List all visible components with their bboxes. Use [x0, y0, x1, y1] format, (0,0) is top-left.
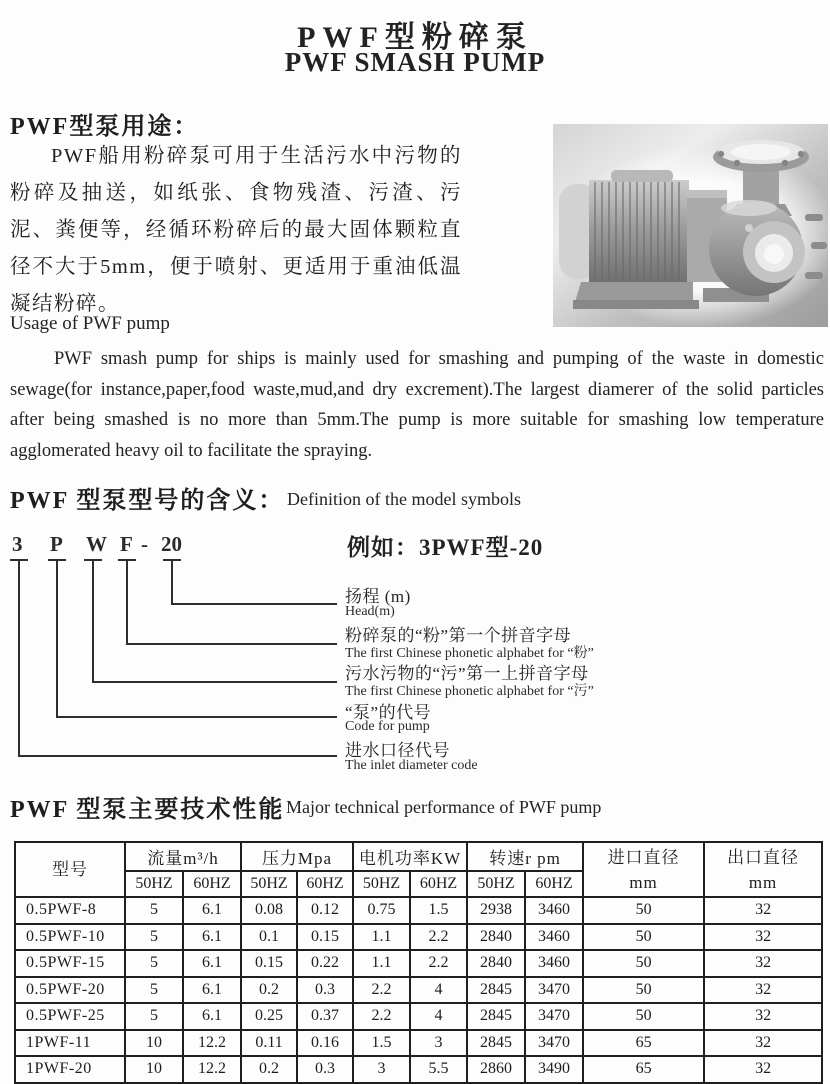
diagram-label-head-en: Head(m) — [345, 604, 395, 619]
cell-value: 0.22 — [297, 950, 353, 977]
model-code-char: W — [86, 532, 107, 556]
performance-heading-en: Major technical performance of PWF pump — [286, 797, 602, 817]
cell-value: 50 — [583, 924, 704, 951]
table-row — [15, 924, 822, 951]
cell-value: 3470 — [525, 1003, 583, 1030]
diagram-label-inlet-zh: 进水口径代号 — [345, 741, 450, 760]
usage-heading-en: Usage of PWF pump — [10, 313, 170, 334]
freq-header-50hz: 50HZ — [125, 871, 183, 897]
cell-value: 4 — [410, 1003, 467, 1030]
cell-value: 6.1 — [183, 977, 241, 1004]
cell-value: 65 — [583, 1056, 704, 1083]
col-group-power: 电机功率KW — [353, 842, 467, 871]
cell-value: 32 — [704, 977, 822, 1004]
cell-value: 3 — [410, 1030, 467, 1057]
freq-header-60hz: 60HZ — [410, 871, 467, 897]
cell-value: 50 — [583, 977, 704, 1004]
page-title: PWF型粉碎泵 — [297, 21, 533, 54]
cell-model: 0.5PWF-10 — [15, 924, 125, 951]
cell-value: 0.08 — [241, 897, 297, 924]
cell-value: 3460 — [525, 950, 583, 977]
diagram-label-head-zh: 扬程 (m) — [345, 587, 411, 606]
cell-value: 50 — [583, 1003, 704, 1030]
cell-value: 0.2 — [241, 977, 297, 1004]
cell-value: 3460 — [525, 897, 583, 924]
model-code-char: 3 — [12, 532, 23, 556]
model-code-char: - — [141, 532, 148, 556]
model-symbol-diagram — [0, 528, 830, 786]
table-row — [15, 1003, 822, 1030]
cell-value: 12.2 — [183, 1056, 241, 1083]
outlet-header-unit: mm — [748, 872, 778, 892]
cell-value: 2845 — [467, 1003, 525, 1030]
cell-value: 2845 — [467, 977, 525, 1004]
model-code-char: 20 — [161, 532, 182, 556]
cell-value: 10 — [125, 1030, 183, 1057]
col-group-pressure: 压力Mpa — [241, 842, 353, 871]
cell-value: 2.2 — [410, 924, 467, 951]
table-row — [15, 897, 822, 924]
cell-model: 0.5PWF-15 — [15, 950, 125, 977]
cell-value: 6.1 — [183, 924, 241, 951]
cell-value: 10 — [125, 1056, 183, 1083]
col-group-speed: 转速r pm — [467, 842, 583, 871]
diagram-label-inlet-en: The inlet diameter code — [345, 758, 478, 773]
cell-value: 1.5 — [410, 897, 467, 924]
cell-value: 2.2 — [410, 950, 467, 977]
cell-value: 0.11 — [241, 1030, 297, 1057]
col-header-model: 型号 — [15, 842, 125, 897]
cell-value: 5 — [125, 950, 183, 977]
cell-value: 5 — [125, 1003, 183, 1030]
cell-value: 5 — [125, 977, 183, 1004]
cell-model: 1PWF-11 — [15, 1030, 125, 1057]
cell-value: 32 — [704, 1003, 822, 1030]
table-row — [15, 950, 822, 977]
model-heading-zh: PWF 型泵型号的含义： — [10, 488, 285, 514]
cell-value: 2840 — [467, 950, 525, 977]
cell-value: 32 — [704, 897, 822, 924]
cell-value: 0.3 — [297, 977, 353, 1004]
cell-value: 32 — [704, 1056, 822, 1083]
freq-header-50hz: 50HZ — [353, 871, 410, 897]
model-code-char: P — [50, 532, 63, 556]
cell-value: 32 — [704, 1030, 822, 1057]
cell-value: 3 — [353, 1056, 410, 1083]
freq-header-50hz: 50HZ — [467, 871, 525, 897]
usage-heading-zh: PWF型泵用途： — [10, 114, 200, 140]
cell-value: 1.1 — [353, 924, 410, 951]
cell-model: 0.5PWF-25 — [15, 1003, 125, 1030]
cell-value: 0.15 — [241, 950, 297, 977]
cell-value: 0.16 — [297, 1030, 353, 1057]
pump-photo-illustration — [553, 124, 828, 327]
usage-paragraph-zh: PWF船用粉碎泵可用于生活污水中污物的粉碎及抽送，如纸张、食物残渣、污渣、污泥、粪便等，经循环粉碎后的最大固体颗粒直径不大于5mm，便于喷射、更适用于重油低温凝结粉碎。 — [10, 145, 462, 315]
cell-model: 0.5PWF-20 — [15, 977, 125, 1004]
model-code-char: F — [120, 532, 133, 556]
diagram-label-fen-en: The first Chinese phonetic alphabet for “粉” — [345, 646, 594, 661]
diagram-label-wu-en: The first Chinese phonetic alphabet for “污” — [345, 684, 594, 699]
freq-header-60hz: 60HZ — [183, 871, 241, 897]
table-row — [15, 1030, 822, 1057]
outlet-header-title: 出口直径 — [727, 847, 800, 867]
diagram-label-pump-zh: “泵”的代号 — [345, 703, 432, 722]
cell-value: 5.5 — [410, 1056, 467, 1083]
cell-value: 0.1 — [241, 924, 297, 951]
cell-value: 65 — [583, 1030, 704, 1057]
cell-value: 0.37 — [297, 1003, 353, 1030]
cell-value: 1.1 — [353, 950, 410, 977]
diagram-label-fen-zh: 粉碎泵的“粉”第一个拼音字母 — [345, 626, 572, 645]
usage-paragraph-en: PWF smash pump for ships is mainly used for smashing and pumping of the waste in domestic sewage(for instance,paper,food waste,mud,and dry excrement).The largest diamerer of the solid particles after being smashed is no more than 5mm.The pump is more suitable for smashing low temperature agglomerated heavy oil to facilitate the spraying. — [10, 349, 824, 461]
cell-model: 0.5PWF-8 — [15, 897, 125, 924]
cell-value: 2840 — [467, 924, 525, 951]
col-header-outlet — [704, 842, 822, 897]
pump-photo — [553, 124, 828, 327]
cell-value: 32 — [704, 950, 822, 977]
cell-value: 32 — [704, 924, 822, 951]
table-row — [15, 977, 822, 1004]
cell-value: 5 — [125, 897, 183, 924]
cell-value: 0.12 — [297, 897, 353, 924]
performance-table — [14, 841, 823, 1084]
performance-heading-zh: PWF 型泵主要技术性能 — [10, 797, 285, 823]
freq-header-60hz: 60HZ — [525, 871, 583, 897]
col-group-flow: 流量m³/h — [125, 842, 241, 871]
cell-value: 4 — [410, 977, 467, 1004]
cell-value: 6.1 — [183, 950, 241, 977]
cell-value: 2.2 — [353, 977, 410, 1004]
cell-value: 6.1 — [183, 1003, 241, 1030]
cell-value: 50 — [583, 897, 704, 924]
cell-value: 0.3 — [297, 1056, 353, 1083]
freq-header-50hz: 50HZ — [241, 871, 297, 897]
model-heading-en: Definition of the model symbols — [287, 489, 521, 509]
inlet-header-title: 进口直径 — [607, 847, 680, 867]
cell-value: 3470 — [525, 977, 583, 1004]
page-subtitle: PWF SMASH PUMP — [284, 47, 546, 77]
cell-value: 0.25 — [241, 1003, 297, 1030]
model-example: 例如：3PWF型-20 — [347, 535, 544, 560]
cell-value: 12.2 — [183, 1030, 241, 1057]
inlet-header-unit: mm — [629, 872, 658, 892]
cell-value: 2845 — [467, 1030, 525, 1057]
cell-value: 3490 — [525, 1056, 583, 1083]
cell-value: 3470 — [525, 1030, 583, 1057]
cell-model: 1PWF-20 — [15, 1056, 125, 1083]
cell-value: 1.5 — [353, 1030, 410, 1057]
col-header-inlet — [583, 842, 704, 897]
cell-value: 50 — [583, 950, 704, 977]
cell-value: 0.15 — [297, 924, 353, 951]
cell-value: 3460 — [525, 924, 583, 951]
table-row — [15, 1056, 822, 1083]
cell-value: 0.2 — [241, 1056, 297, 1083]
freq-header-60hz: 60HZ — [297, 871, 353, 897]
cell-value: 6.1 — [183, 897, 241, 924]
cell-value: 2938 — [467, 897, 525, 924]
cell-value: 5 — [125, 924, 183, 951]
diagram-label-wu-zh: 污水污物的“污”第一上拼音字母 — [345, 664, 589, 683]
cell-value: 0.75 — [353, 897, 410, 924]
cell-value: 2.2 — [353, 1003, 410, 1030]
cell-value: 2860 — [467, 1056, 525, 1083]
diagram-label-pump-en: Code for pump — [345, 719, 430, 734]
